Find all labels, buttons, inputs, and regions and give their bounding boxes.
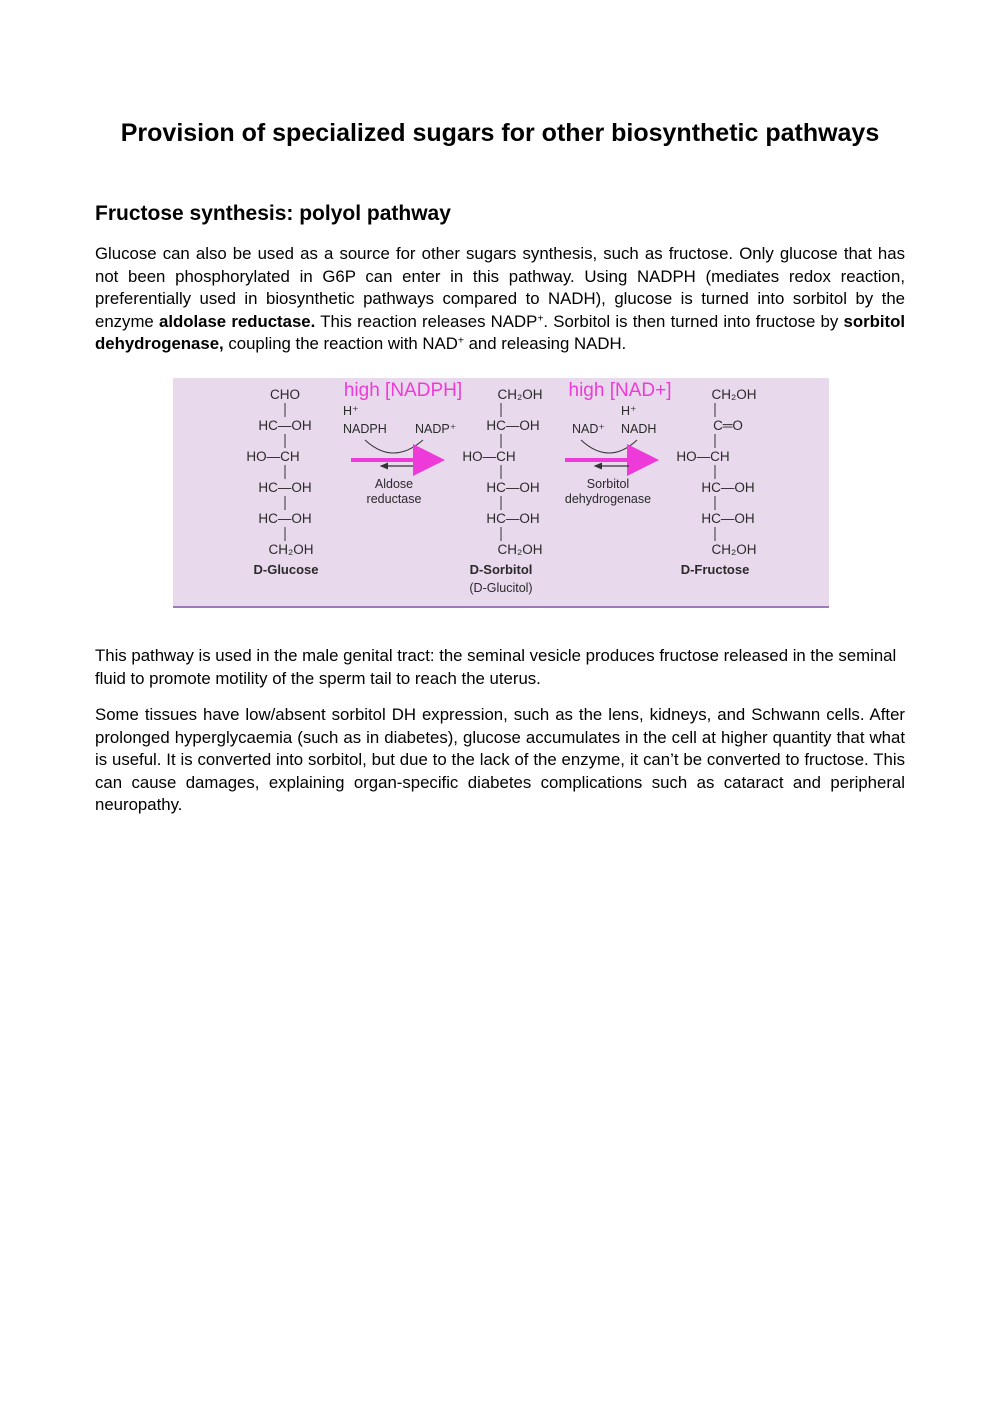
text-run: This reaction releases NADP [315, 311, 538, 331]
nadp-plus-label: NADP⁺ [415, 422, 457, 436]
sorbitol-name: D-Sorbitol [469, 562, 533, 577]
sorbitol-row-5: HC—OH [486, 511, 540, 526]
sorbitol-row-3: HO—CH [462, 449, 516, 464]
bold-term-aldolase-reductase: aldolase reductase. [158, 311, 316, 331]
sorbitol-row-4: HC—OH [486, 480, 540, 495]
page-title: Provision of specialized sugars for other biosynthetic pathways [120, 119, 880, 147]
polyol-pathway-figure [173, 378, 829, 608]
glucose-row-2: HC—OH [258, 418, 312, 433]
pathway-diagram [173, 378, 829, 606]
condition-high-nadph: high [NADPH] [343, 380, 463, 401]
paragraph-male-genital-tract: This pathway is used in the male genital tract: the seminal vesicle produces fructose released in the seminal fluid to promote motility of the sperm tail to reach the uterus. [95, 646, 897, 688]
text-run: Glucose can also be used as a source for other sugars synthesis, such as fructose. Only glucose that has not been phosphorylated in G6P can enter in this pathway. Using NADPH (mediates redox reaction, preferentially used in biosynthetic pathways compared to NADH), glucose is turned into sorbitol by the enzyme [95, 244, 905, 331]
fructose-structure [676, 387, 756, 577]
glucose-name: D-Glucose [253, 562, 319, 577]
cofactor-curve-2 [581, 440, 637, 453]
paragraph-diabetes-complications: Some tissues have low/absent sorbitol DH expression, such as the lens, kidneys, and Schwann cells. After prolonged hyperglycaemia (such as in diabetes), glucose accumulates in the cell at higher quantity that what is useful. It is converted into sorbitol, but due to the lack of the enzyme, it can’t be converted to fructose. This can cause damages, explaining organ-specific diabetes complications such as cataract and peripheral neuropathy. [95, 705, 905, 815]
glucose-structure [246, 387, 318, 577]
bold-term-sorbitol-dehydrogenase: sorbitol dehydrogenase, [95, 311, 906, 354]
text-run: . Sorbitol is then turned into fructose by [543, 311, 844, 331]
superscript-plus: + [457, 335, 464, 347]
fructose-row-2: C═O [713, 418, 743, 433]
superscript-plus: + [537, 313, 544, 325]
glucose-row-3: HO—CH [246, 449, 300, 464]
fructose-row-5: HC—OH [701, 511, 755, 526]
nadh-label: NADH [621, 422, 657, 436]
enzyme1-line1: Aldose [374, 477, 414, 491]
text-run: coupling the reaction with NAD [223, 334, 458, 354]
fructose-name: D-Fructose [680, 562, 750, 577]
glucose-row-1: CHO [270, 387, 300, 402]
nad-plus-label: NAD⁺ [572, 422, 605, 436]
glucose-row-6: CH₂OH [268, 542, 314, 557]
fructose-row-1: CH₂OH [711, 387, 757, 402]
sorbitol-structure [462, 387, 542, 595]
paragraph-intro [95, 243, 905, 356]
sorbitol-row-6: CH₂OH [497, 542, 543, 557]
sorbitol-row-1: CH₂OH [497, 387, 543, 402]
enzyme1-line2: reductase [366, 492, 422, 506]
enzyme2-line1: Sorbitol [586, 477, 630, 491]
fructose-row-6: CH₂OH [711, 542, 757, 557]
sorbitol-row-2: HC—OH [486, 418, 540, 433]
sorbitol-alt-name: (D-Glucitol) [469, 581, 533, 595]
h-plus-label-2: H⁺ [621, 404, 637, 418]
cofactor-curve [365, 440, 423, 453]
text-run: and releasing NADH. [463, 334, 627, 354]
enzyme2-line2: dehydrogenase [564, 492, 652, 506]
fructose-row-3: HO—CH [676, 449, 730, 464]
glucose-row-5: HC—OH [258, 511, 312, 526]
fructose-row-4: HC—OH [701, 480, 755, 495]
nadph-label: NADPH [343, 422, 387, 436]
section-heading: Fructose synthesis: polyol pathway [95, 202, 451, 225]
glucose-row-4: HC—OH [258, 480, 312, 495]
condition-high-nad: high [NAD+] [568, 380, 672, 401]
h-plus-label: H⁺ [343, 404, 359, 418]
